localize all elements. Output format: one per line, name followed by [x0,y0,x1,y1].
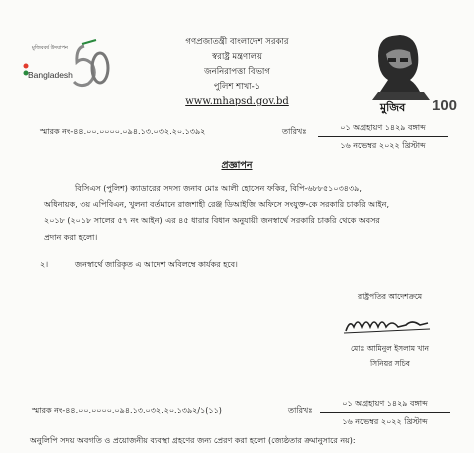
presidential-order-line: রাষ্ট্রপতির আদেশক্রমে [357,292,423,301]
handwritten-signature [340,313,436,339]
copy-memo-reference-number: স্মারক নং-৪৪.০০.০০০০.০৯৪.১৩.০৩২.২০.১৩৯২/১(১১) [32,406,222,415]
header-branch: পুলিশ শাখা-১ [213,82,261,92]
paragraph-1-line-1: বিসিএস (পুলিশ) ক্যাডারের সদস্য জনাব মোঃ আলী হোসেন ফকির, বিপি-৬৮৮৫১০৩৪৩৯, [75,184,362,193]
signatory-title: সিনিয়র সচিব [370,359,410,368]
mujib-100-logo [360,30,462,122]
paragraph-1-line-3: ২০১৮ (২০১৮ সালের ৫৭ নং আইন) এর ৪৫ ধারার বিধান অনুযায়ী জনস্বার্থে সরকারি চাকরি থেকে অবসর [44,216,380,225]
logo-100-number: 100 [432,97,458,114]
copy-date-divider [320,412,450,413]
date-divider [318,136,448,137]
mujib-borsho-logo [22,36,112,98]
logo-number [78,58,79,59]
copy-date-gregorian-calendar: ১৬ নভেম্বর ২০২২ খ্রিস্টাব্দ [342,417,428,426]
header-division: জননিরাপত্তা বিভাগ [204,67,270,77]
date-gregorian-calendar: ১৬ নভেম্বর ২০২২ খ্রিস্টাব্দ [340,141,426,150]
logo-small-text: মুজিববর্ষ উদযাপন [32,45,68,51]
date-bangla-calendar: ০১ অগ্রহায়ণ ১৪২৯ বঙ্গাব্দ [340,123,426,132]
date-label: তারিখঃ [282,127,307,136]
paragraph-1-line-4: প্রদান করা হলো। [44,233,98,242]
logo-50-emblem [22,36,112,98]
paragraph-2-text: জনস্বার্থে জারিকৃত এ আদেশ অবিলম্বে কার্যকর হবে। [75,260,238,269]
logo-mujib-text: মুজিব [380,101,406,114]
logo-country-text: Bangladesh [28,70,73,80]
notification-title: প্রজ্ঞাপন [221,160,253,171]
copy-date-bangla-calendar: ০১ অগ্রহায়ণ ১৪২৯ বঙ্গাব্দ [342,399,428,408]
distribution-note: অনুলিপি সদয় অবগতি ও প্রয়োজনীয় ব্যবস্থা গ্রহণের জন্য প্রেরণ করা হলো (জ্যেষ্ঠতার ক্রমানুসারে নয়): [30,436,356,445]
header-ministry: স্বরাষ্ট্র মন্ত্রণালয় [212,52,262,62]
header-government: গণপ্রজাতন্ত্রী বাংলাদেশ সরকার [185,37,289,47]
memo-reference-number: স্মারক নং-৪৪.০০.০০০০.০৯৪.১৩.০৩২.২০.১৩৯২ [40,127,206,136]
copy-date-label: তারিখঃ [288,406,313,415]
signatory-name: মোঃ আমিনুল ইসলাম খান [350,344,430,353]
paragraph-1-line-2: অধিনায়ক, ৩য় এপিবিএন, খুলনা বর্তমানে রাজশাহী রেঞ্জ ডিআইজি অফিসে সংযুক্ত-কে সরকারি চাকরি আইন, [44,200,389,209]
header-website-link[interactable]: www.mhapsd.gov.bd [185,96,289,107]
paragraph-2-number: ২। [40,260,49,269]
